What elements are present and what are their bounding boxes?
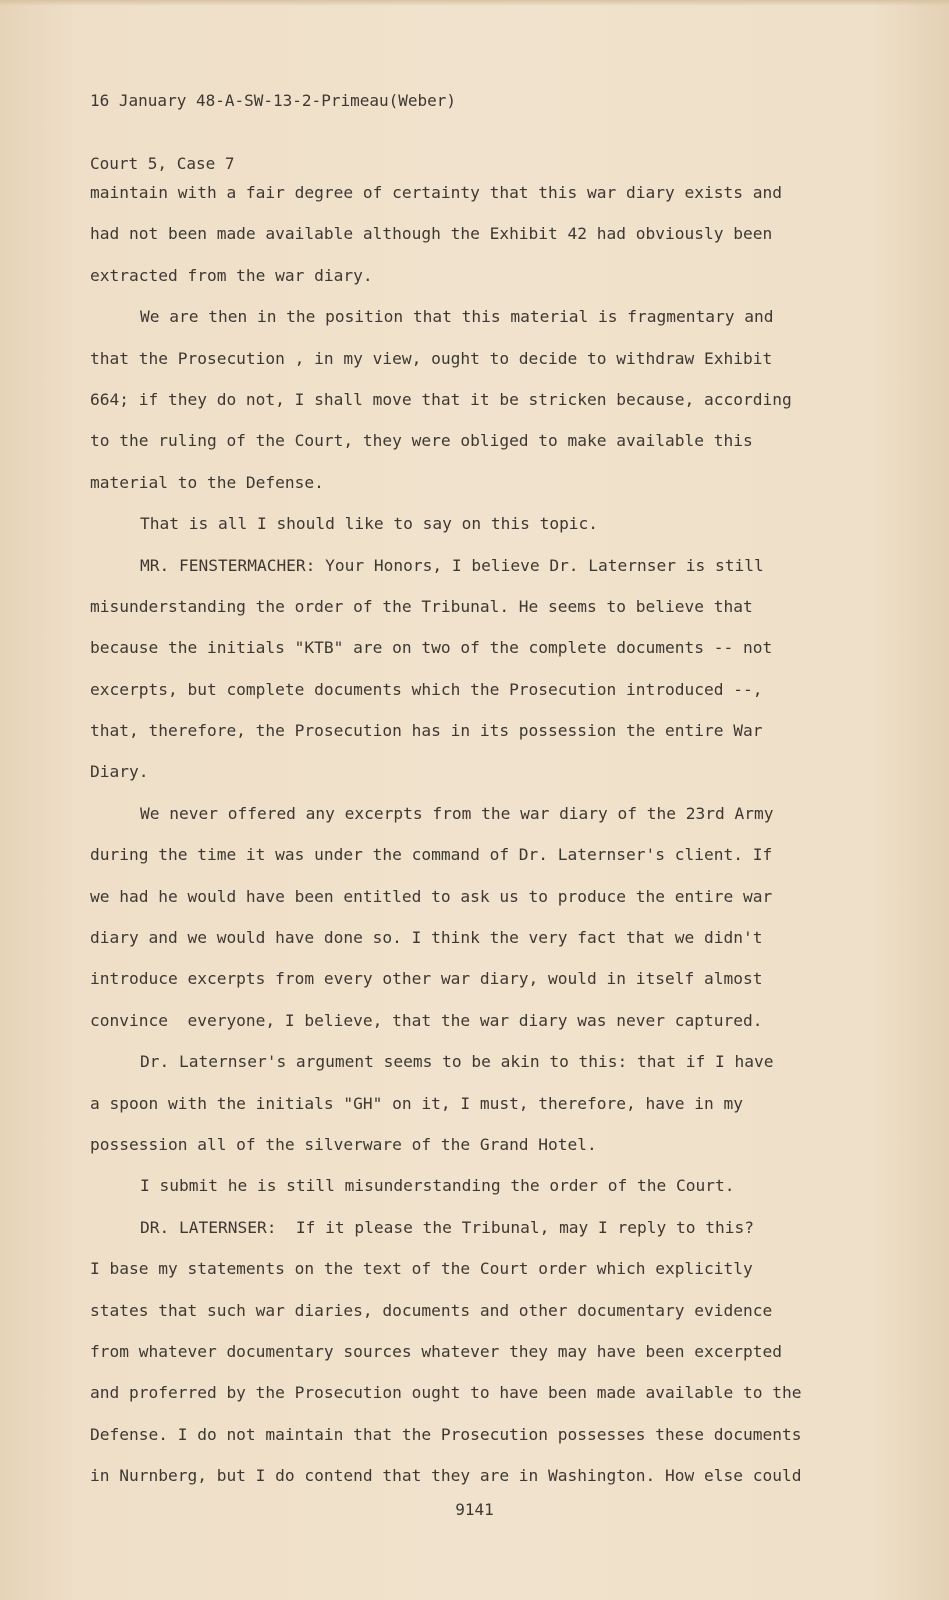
transcript-line: I base my statements on the text of the Court order which explicitly	[90, 1259, 753, 1279]
transcript-line: excerpts, but complete documents which the Prosecution introduced --,	[90, 679, 763, 699]
transcript-line: we had he would have been entitled to ask us to produce the entire war	[90, 886, 773, 906]
transcript-line: We never offered any excerpts from the war diary of the 23rd Army	[140, 803, 774, 823]
transcript-line: convince everyone, I believe, that the war diary was never captured.	[90, 1010, 763, 1030]
transcript-line: Defense. I do not maintain that the Prosecution possesses these documents	[90, 1424, 802, 1444]
header-line-date-ref: 16 January 48-A-SW-13-2-Primeau(Weber)	[90, 91, 457, 110]
transcript-line: extracted from the war diary.	[90, 265, 373, 285]
transcript-line: Diary.	[90, 762, 149, 782]
header-line-court-case: Court 5, Case 7	[90, 154, 235, 173]
transcript-line: MR. FENSTERMACHER: Your Honors, I believe Dr. Laternser is still	[140, 555, 764, 575]
transcript-line: had not been made available although the Exhibit 42 had obviously been	[90, 224, 773, 244]
transcript-line: That is all I should like to say on this topic.	[140, 514, 599, 534]
transcript-line: and proferred by the Prosecution ought to have been made available to the	[90, 1383, 802, 1403]
transcript-line: states that such war diaries, documents and other documentary evidence	[90, 1300, 773, 1320]
transcript-line: 664; if they do not, I shall move that it be stricken because, according	[90, 389, 792, 409]
transcript-line: material to the Defense.	[90, 472, 324, 492]
transcript-line: in Nurnberg, but I do contend that they are in Washington. How else could	[90, 1466, 802, 1486]
transcript-line: misunderstanding the order of the Tribunal. He seems to believe that	[90, 596, 753, 616]
transcript-line: maintain with a fair degree of certainty that this war diary exists and	[90, 183, 782, 202]
transcript-line: possession all of the silverware of the Grand Hotel.	[90, 1134, 597, 1154]
transcript-body	[90, 172, 860, 1497]
page-number: 9141	[455, 1500, 494, 1519]
transcript-line: Dr. Laternser's argument seems to be akin to this: that if I have	[140, 1052, 774, 1072]
transcript-line: We are then in the position that this material is fragmentary and	[140, 307, 774, 327]
transcript-line: introduce excerpts from every other war diary, would in itself almost	[90, 969, 763, 989]
transcript-line: because the initials "KTB" are on two of the complete documents -- not	[90, 638, 773, 658]
page-top-edge	[0, 0, 949, 6]
transcript-line: a spoon with the initials "GH" on it, I must, therefore, have in my	[90, 1093, 743, 1113]
transcript-line: I submit he is still misunderstanding the order of the Court.	[140, 1176, 735, 1196]
transcript-line: that, therefore, the Prosecution has in its possession the entire War	[90, 721, 763, 741]
transcript-line: diary and we would have done so. I think the very fact that we didn't	[90, 928, 763, 948]
transcript-line: to the ruling of the Court, they were obliged to make available this	[90, 431, 753, 451]
transcript-line: that the Prosecution , in my view, ought to decide to withdraw Exhibit	[90, 348, 773, 368]
transcript-line: during the time it was under the command of Dr. Laternser's client. If	[90, 845, 773, 865]
transcript-line: DR. LATERNSER: If it please the Tribunal, may I reply to this?	[140, 1217, 754, 1237]
transcript-line: from whatever documentary sources whatever they may have been excerpted	[90, 1341, 782, 1361]
